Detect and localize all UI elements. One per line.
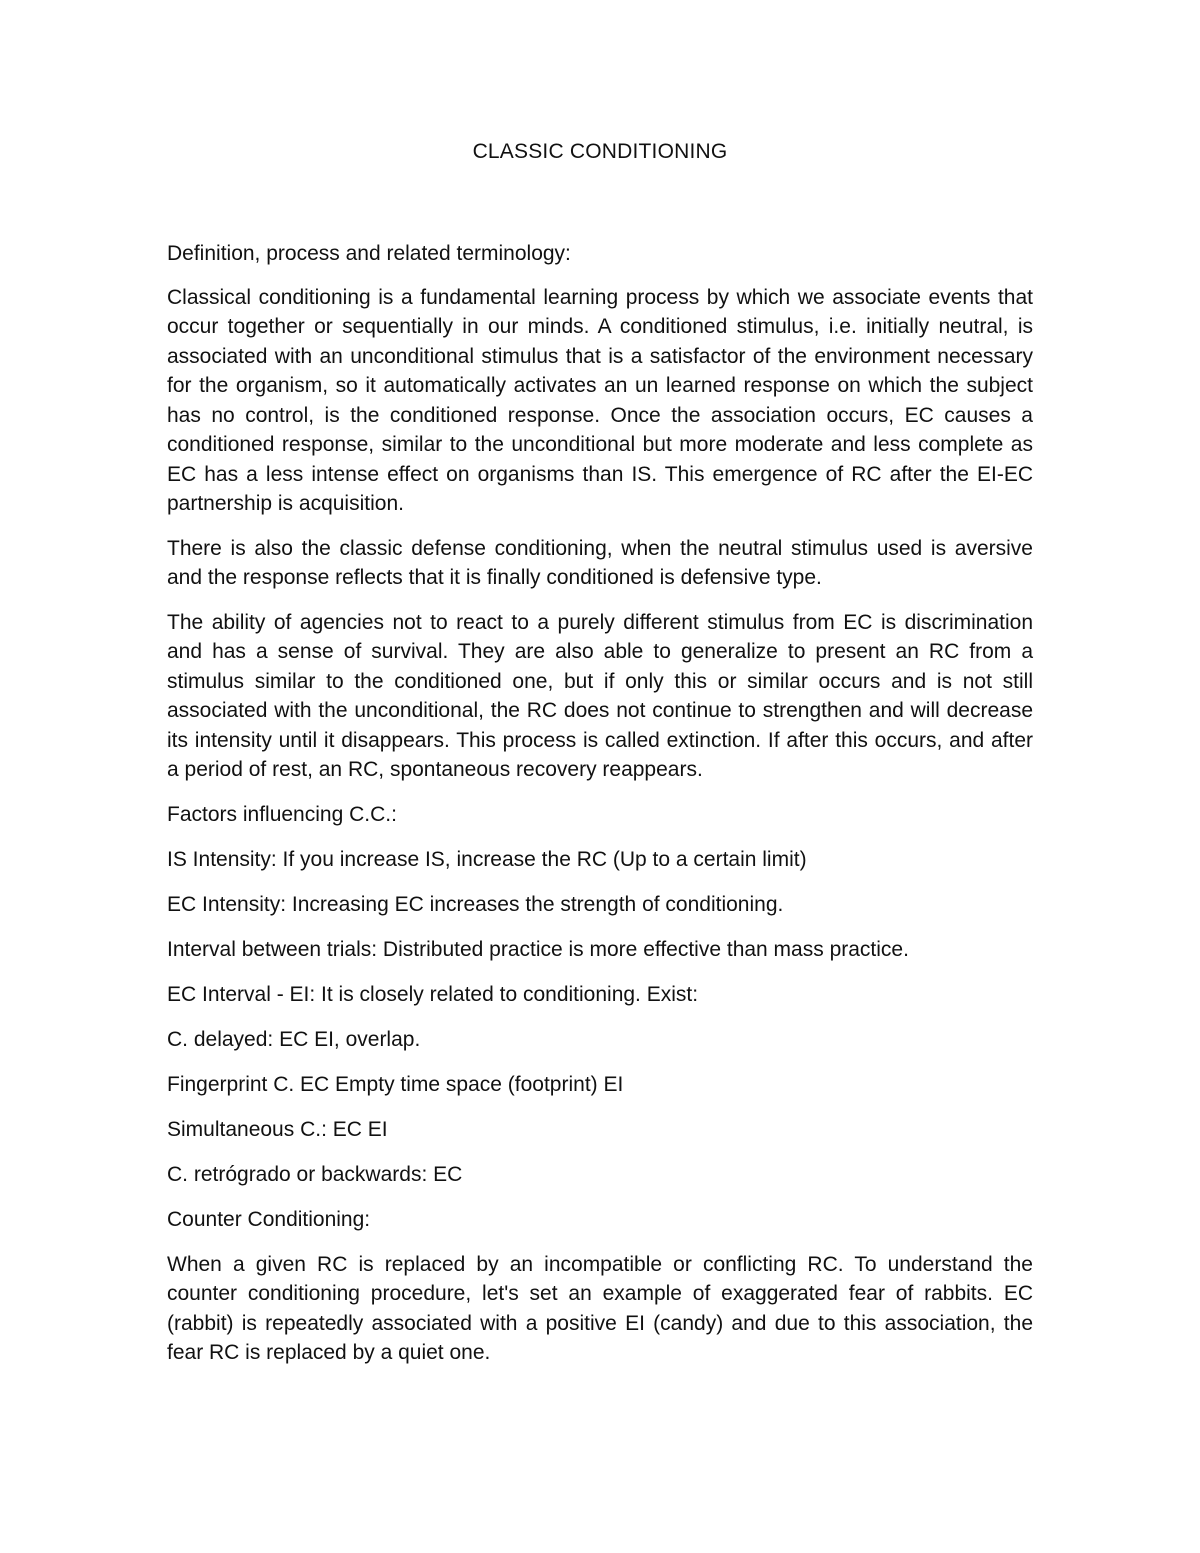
factor-item: EC Intensity: Increasing EC increases the strength of conditioning.	[167, 892, 784, 916]
paragraph-counter-conditioning: When a given RC is replaced by an incompatible or conflicting RC. To understand the counter conditioning procedure, let's set an example of exaggerated fear of rabbits. EC (rabbit) is repeatedly associated with a positive EI (candy) and due to this association, the fear RC is replaced by a quiet one.	[167, 1252, 1033, 1364]
factor-item: Fingerprint C. EC Empty time space (footprint) EI	[167, 1072, 624, 1096]
section-heading-definition: Definition, process and related terminology:	[167, 242, 571, 265]
factor-item: IS Intensity: If you increase IS, increase the RC (Up to a certain limit)	[167, 847, 807, 871]
document-body	[167, 137, 1033, 1383]
factor-item: Interval between trials: Distributed practice is more effective than mass practice.	[167, 937, 909, 961]
factor-item: EC Interval - EI: It is closely related to conditioning. Exist:	[167, 982, 699, 1006]
section-heading-factors: Factors influencing C.C.:	[167, 802, 397, 826]
document-title: CLASSIC CONDITIONING	[472, 140, 728, 163]
section-heading-counter-conditioning: Counter Conditioning:	[167, 1207, 371, 1231]
factor-item: Simultaneous C.: EC EI	[167, 1117, 388, 1141]
paragraph-classical-conditioning: Classical conditioning is a fundamental learning process by which we associate events that occur together or sequentially in our minds. A conditioned stimulus, i.e. initially neutral, is associated with an unconditional stimulus that is a satisfactor of the environment necessary for the organism, so it automatically activates an un learned response on which the subject has no control, is the conditioned response. Once the association occurs, EC causes a conditioned response, similar to the unconditional but more moderate and less complete as EC has a less intense effect on organisms than IS. This emergence of RC after the EI-EC partnership is acquisition.	[167, 285, 1033, 515]
factor-item: C. retrógrado or backwards: EC	[167, 1162, 463, 1186]
factor-item: C. delayed: EC EI, overlap.	[167, 1027, 421, 1051]
paragraph-defense-conditioning: There is also the classic defense conditioning, when the neutral stimulus used is aversive and the response reflects that it is finally conditioned is defensive type.	[167, 536, 1033, 589]
paragraph-discrimination-extinction: The ability of agencies not to react to a purely different stimulus from EC is discrimination and has a sense of survival. They are also able to generalize to present an RC from a stimulus similar to the conditioned one, but if only this or similar occurs and is not still associated with the unconditional, the RC does not continue to strengthen and will decrease its intensity until it disappears. This process is called extinction. If after this occurs, and after a period of rest, an RC, spontaneous recovery reappears.	[167, 610, 1033, 781]
